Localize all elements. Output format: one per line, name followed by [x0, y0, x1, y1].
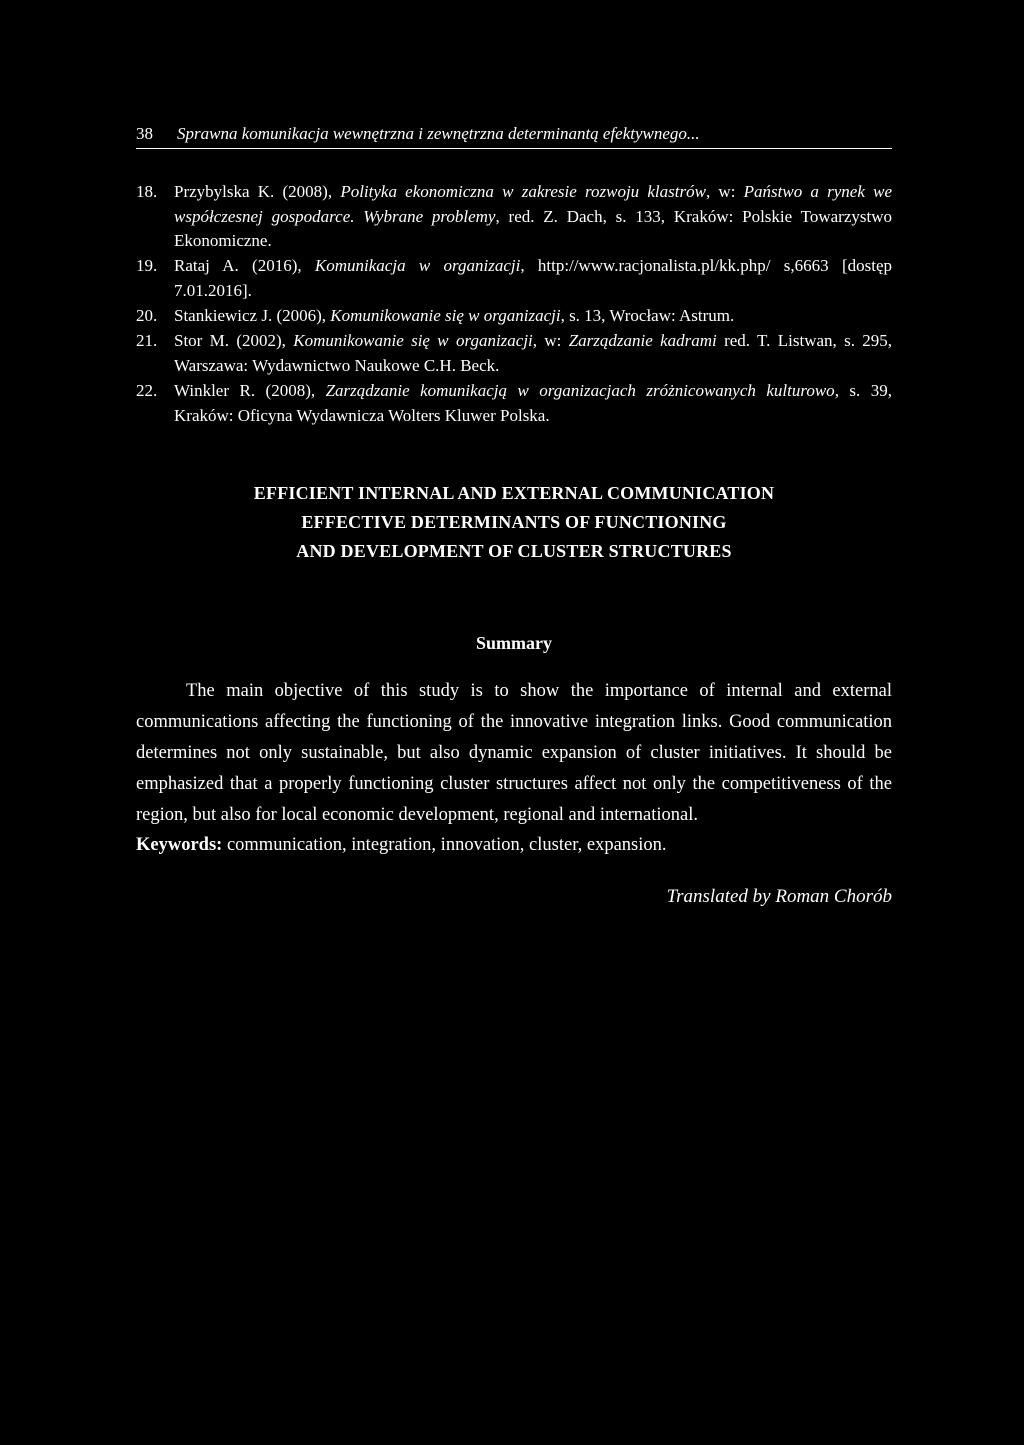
article-title	[136, 479, 892, 566]
article-title-line: EFFICIENT INTERNAL AND EXTERNAL COMMUNICATION	[253, 483, 775, 504]
reference-author: Winkler R. (2008),	[174, 381, 326, 401]
reference-text	[174, 304, 892, 329]
reference-detail: , http://www.racjonalista.pl/kk.php/ s,6663 [dostęp 7.01.2016].	[174, 256, 892, 300]
reference-title: Komunikowanie się w organizacji	[293, 331, 533, 351]
reference-source: Zarządzanie kadrami	[568, 331, 717, 351]
reference-item	[136, 329, 892, 378]
article-title-line: AND DEVELOPMENT OF CLUSTER STRUCTURES	[296, 541, 732, 562]
reference-list	[136, 180, 892, 428]
reference-number: 18.	[136, 182, 158, 201]
keywords-line	[136, 830, 892, 861]
reference-item	[136, 379, 892, 428]
reference-number: 19.	[136, 256, 158, 276]
reference-number: 20.	[136, 306, 158, 326]
reference-item	[136, 304, 892, 329]
keywords-text: communication, integration, innovation, cluster, expansion.	[222, 835, 667, 856]
summary-paragraph: The main objective of this study is to show the importance of internal and external communications affecting the functioning of the innovative integration links. Good communication determines not only sustainable, but also dynamic expansion of cluster initiatives. It should be emphasized that a properly functioning cluster structures affect not only the competitiveness of the region, but also for local economic development, regional and international.	[136, 681, 892, 825]
page	[136, 124, 892, 908]
article-title-line: EFFECTIVE DETERMINANTS OF FUNCTIONING	[301, 512, 727, 533]
reference-publisher: red. T. Listwan, s. 295, Warszawa: Wydawnictwo Naukowe C.H. Beck.	[174, 331, 893, 375]
reference-publisher: , red. Z. Dach, s. 133, Kraków: Polskie Towarzystwo Ekonomiczne.	[174, 206, 893, 251]
translator-credit: Translated by Roman Chorób	[666, 886, 892, 908]
running-header	[136, 124, 892, 149]
summary-heading: Summary	[476, 633, 552, 654]
reference-author: Przybylska K. (2008),	[174, 182, 341, 201]
reference-item	[136, 254, 892, 303]
keywords-label: Keywords:	[136, 835, 223, 856]
reference-title: Zarządzanie komunikacją w organizacjach zróżnicowanych kulturowo	[325, 381, 835, 401]
reference-detail: , s. 39, Kraków: Oficyna Wydawnicza Wolters Kluwer Polska.	[174, 381, 892, 425]
page-number: 38	[136, 124, 153, 143]
reference-text	[174, 180, 892, 254]
reference-text	[174, 329, 892, 378]
running-title: Sprawna komunikacja wewnętrzna i zewnętrzna determinantą efektywnego...	[177, 124, 700, 143]
reference-source: Państwo a rynek we współczesnej gospodarce. Wybrane problemy	[174, 182, 892, 226]
reference-title: Polityka ekonomiczna w zakresie rozwoju klastrów	[340, 182, 706, 201]
reference-detail: , s. 13, Wrocław: Astrum.	[560, 306, 735, 326]
reference-number: 21.	[136, 331, 158, 351]
reference-item	[136, 180, 892, 254]
reference-title: Komunikacja w organizacji	[314, 256, 521, 276]
reference-author: Stankiewicz J. (2006),	[174, 306, 331, 326]
reference-detail: , w:	[705, 182, 744, 201]
reference-detail: , w:	[532, 331, 569, 351]
reference-text	[174, 379, 892, 428]
reference-text	[174, 254, 892, 303]
reference-number: 22.	[136, 381, 158, 401]
reference-author: Stor M. (2002),	[174, 331, 294, 351]
reference-title: Komunikowanie się w organizacji	[330, 306, 561, 326]
reference-author: Rataj A. (2016),	[174, 256, 315, 276]
